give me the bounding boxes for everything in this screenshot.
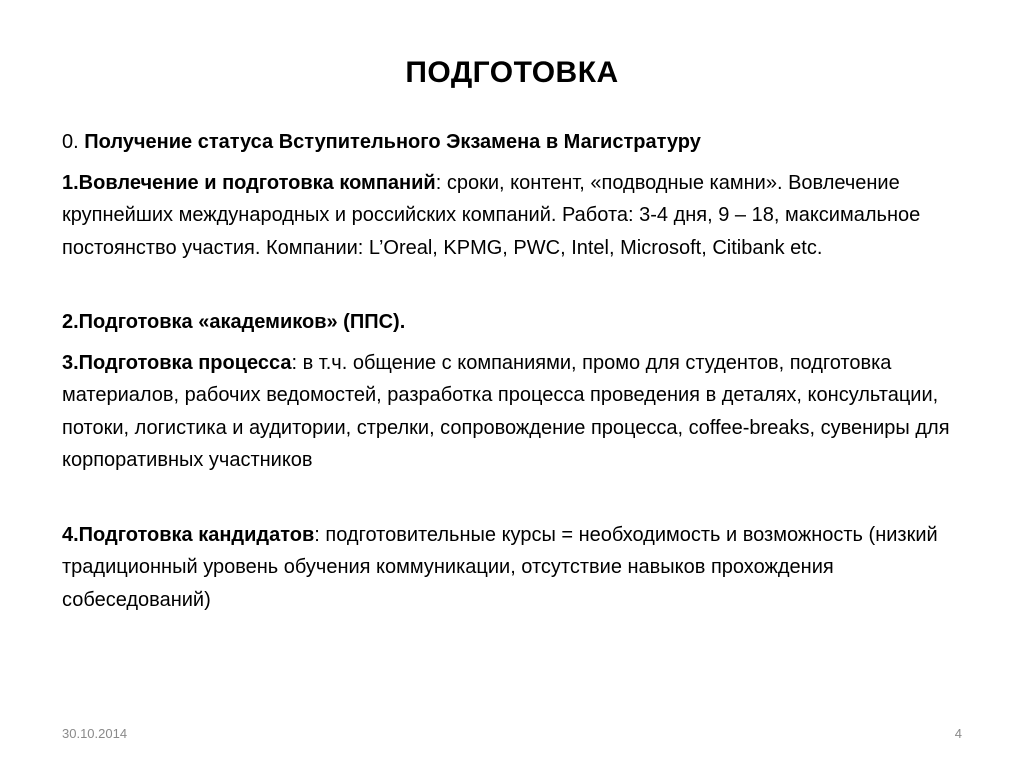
page-number: 4: [954, 726, 962, 741]
item-3-text: : в т.ч. общение с компаниями, промо для студентов, подготовка материалов, рабочих ведомостей, разработка процесса проведения в деталях, консультации, потоки, логистика и аудитории, стрелки, сопровождение процесса, coffee-breaks, сувениры для корпоративных участников: [62, 351, 950, 471]
item-1-heading: 1.Вовлечение и подготовка компаний: [62, 171, 436, 194]
item-2-heading: 2.Подготовка «академиков» (ППС).: [62, 311, 406, 333]
item-4-heading: 4.Подготовка кандидатов: [62, 523, 315, 546]
item-3-heading: 3.Подготовка процесса: [62, 351, 292, 374]
item-4-text: : подготовительные курсы = необходимость и возможность (низкий традиционный уровень обучения коммуникации, отсутствие навыков прохождения собеседований): [62, 523, 938, 611]
item-0-number: 0.: [62, 131, 79, 153]
item-2: [62, 306, 962, 339]
slide-content: [62, 126, 962, 624]
footer-date: 30.10.2014: [62, 726, 128, 741]
item-3: [62, 347, 962, 477]
item-4: [62, 519, 962, 617]
item-1: [62, 167, 962, 265]
item-0-heading: Получение статуса Вступительного Экзамена в Магистратуру: [84, 131, 701, 153]
item-0: [62, 126, 962, 159]
item-1-text: : сроки, контент, «подводные камни». Вовлечение крупнейших международных и российских компаний. Работа: 3-4 дня, 9 – 18, максимальное постоянство участия. Компании: L’Oreal, KPMG, PWC, Intel, Microsoft, Citibank etc.: [62, 171, 921, 259]
slide-title: ПОДГОТОВКА: [405, 56, 619, 89]
